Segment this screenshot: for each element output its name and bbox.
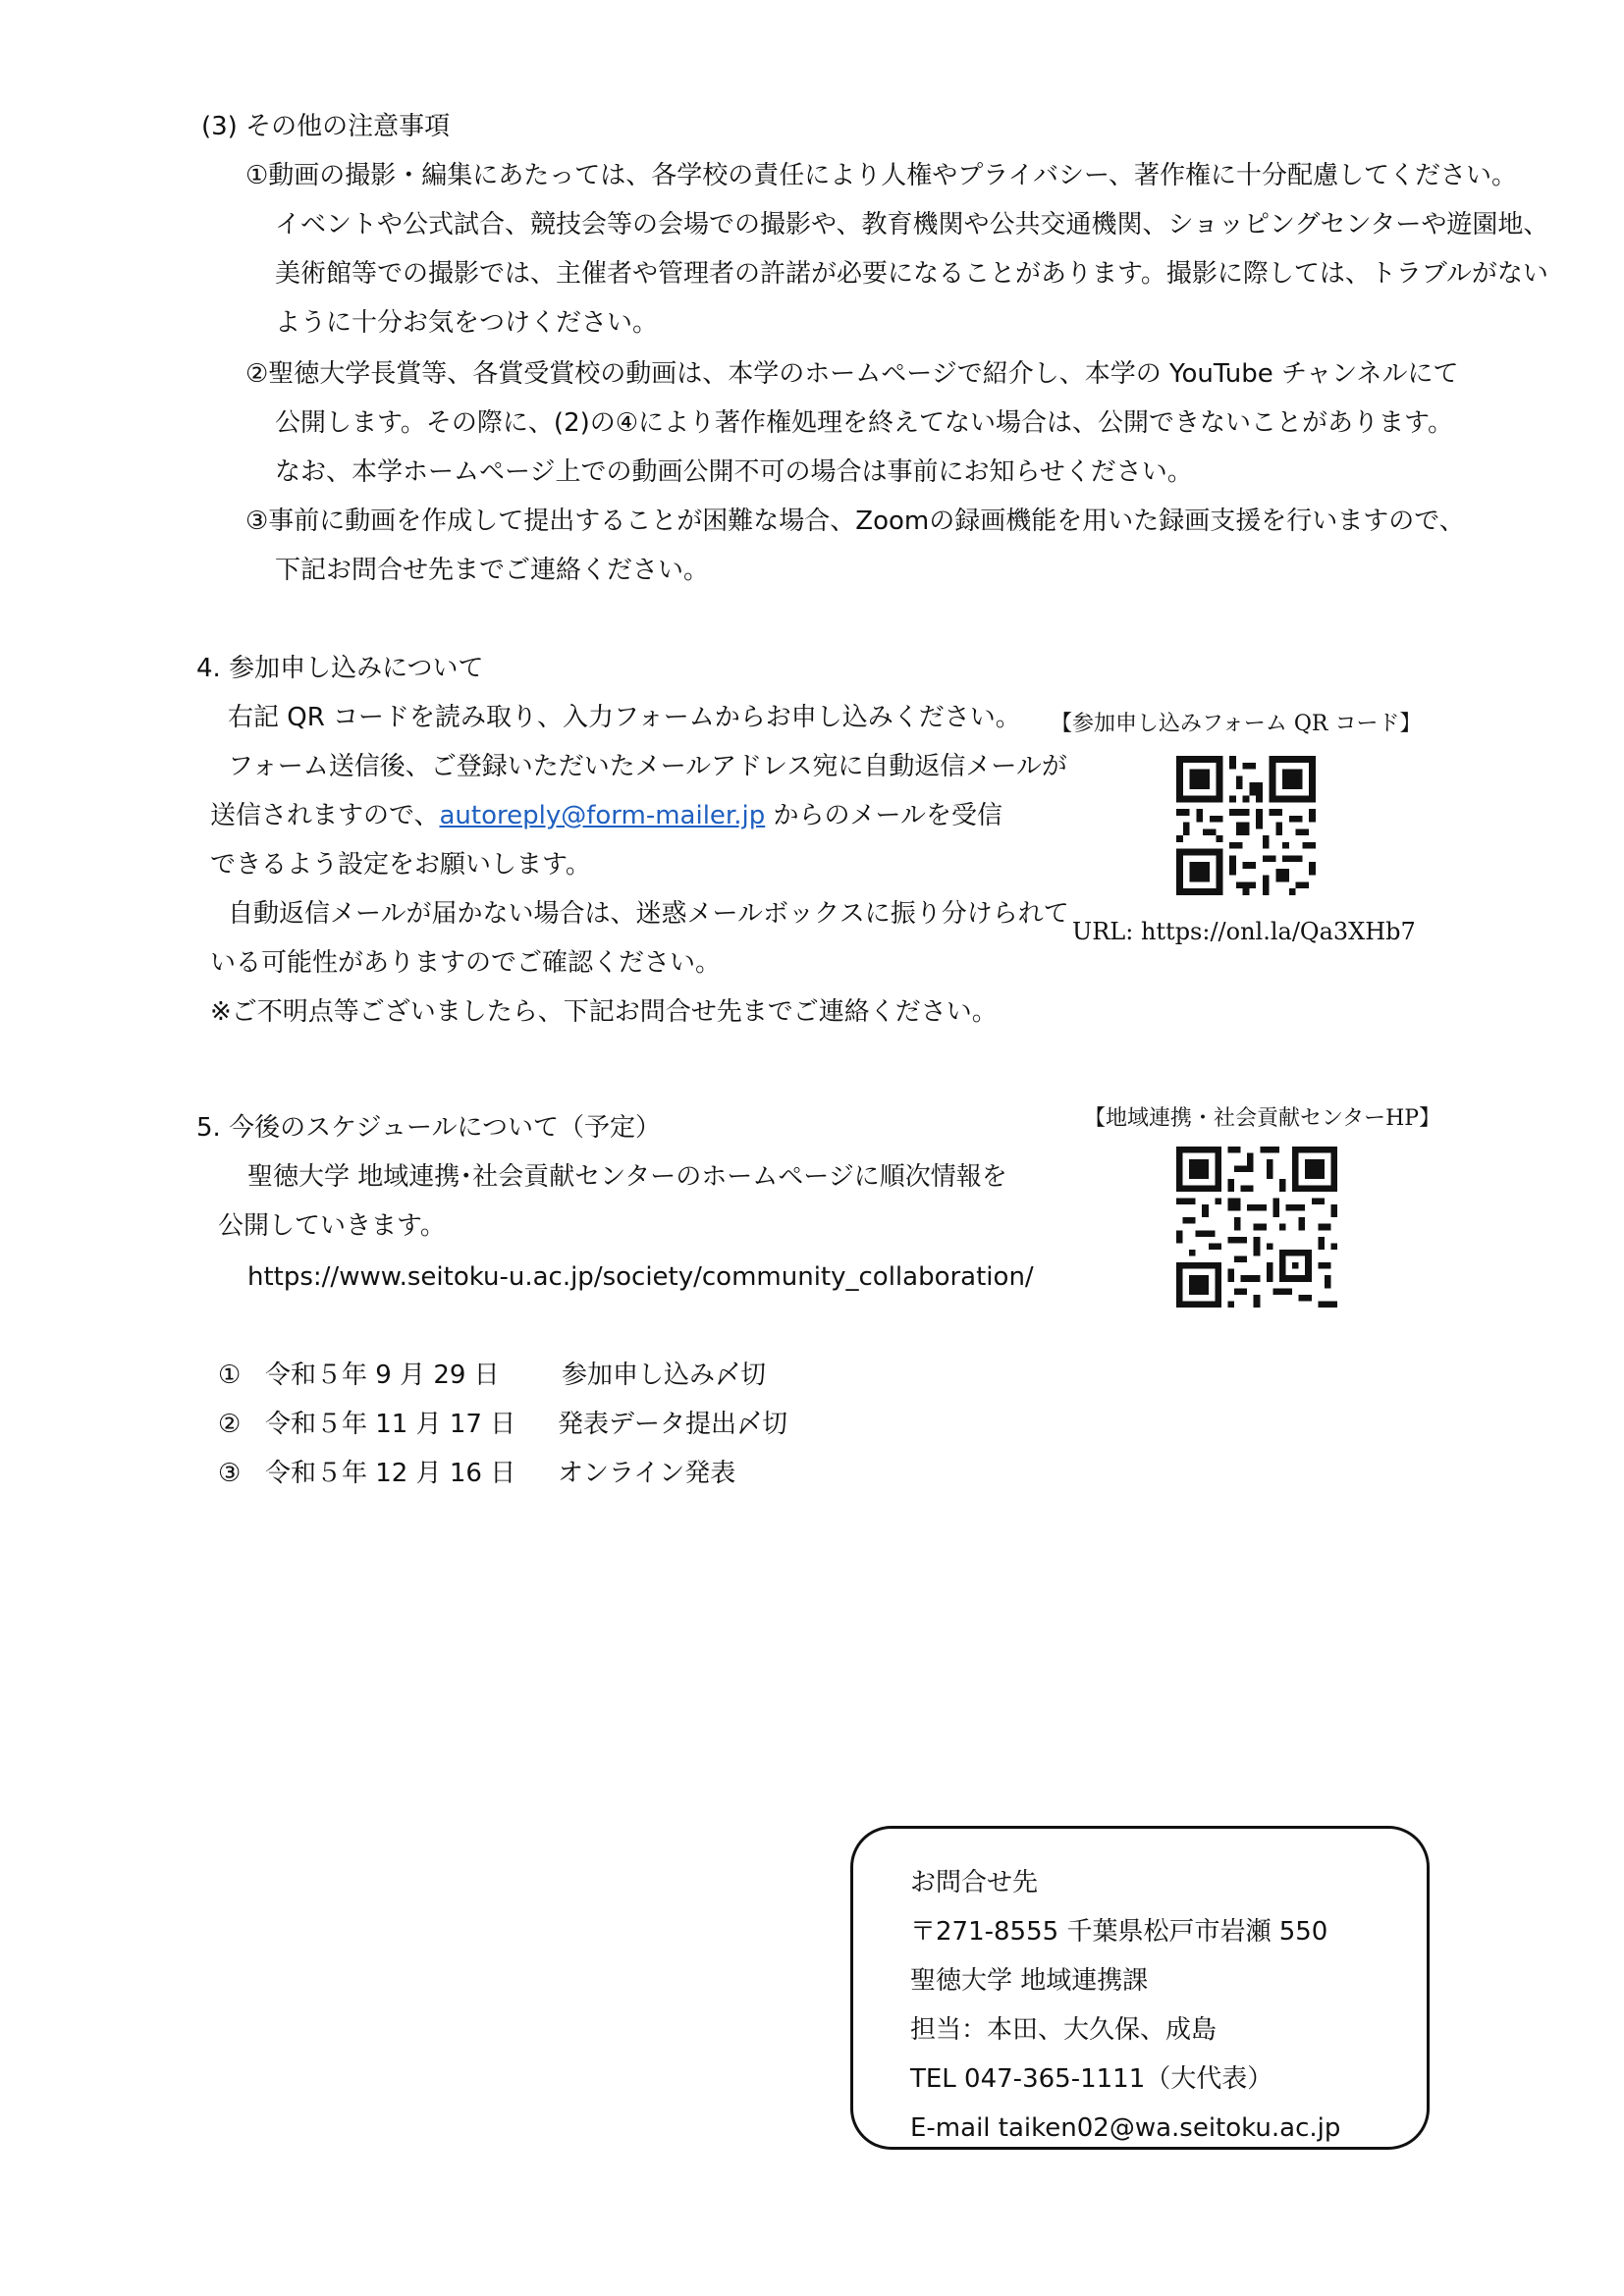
- form-qr-code-icon[interactable]: [1176, 756, 1316, 895]
- schedule-event: 参加申し込み〆切: [562, 1361, 767, 1390]
- schedule-event: オンライン発表: [558, 1459, 736, 1488]
- section5-line: 公開していきます。: [218, 1211, 446, 1241]
- contact-box: [850, 1826, 1430, 2150]
- schedule-date: 令和５年 11 月 17 日: [265, 1410, 516, 1439]
- section3-line: 下記お問合せ先までご連絡ください。: [275, 556, 710, 585]
- section4-line: 自動返信メールが届かない場合は、迷惑メールボックスに振り分けられて: [228, 899, 1069, 929]
- form-qr-url[interactable]: URL: https://onl.la/Qa3XHb7: [1072, 918, 1416, 945]
- schedule-date: 令和５年 12 月 16 日: [265, 1459, 516, 1488]
- schedule-event: 発表データ提出〆切: [558, 1410, 788, 1439]
- contact-postal: 〒271-8555 千葉県松戸市岩瀬 550: [910, 1917, 1328, 1947]
- section3-line: ③事前に動画を作成して提出することが困難な場合、Zoomの録画機能を用いた録画支援を行いますので、: [245, 507, 1465, 536]
- schedule-date: 令和５年 9 月 29 日: [265, 1361, 500, 1390]
- section4-heading: 4. 参加申し込みについて: [196, 654, 484, 683]
- section3-line: 美術館等での撮影では、主催者や管理者の許諾が必要になることがあります。撮影に際しては、トラブルがない: [275, 259, 1548, 289]
- autoreply-email-link[interactable]: autoreply@form-mailer.jp: [439, 801, 766, 830]
- section3-line: 公開します。その際に、(2)の④により著作権処理を終えてない場合は、公開できないことがあります。: [275, 408, 1453, 438]
- schedule-num: ②: [218, 1410, 242, 1439]
- section3-heading: (3) その他の注意事項: [201, 112, 451, 141]
- center-qr-code-icon[interactable]: [1176, 1147, 1337, 1308]
- section4-line: [210, 799, 1002, 832]
- section5-heading: 5. 今後のスケジュールについて（予定）: [196, 1113, 661, 1143]
- schedule-num: ①: [218, 1361, 242, 1390]
- section3-line: イベントや公式試合、競技会等の会場での撮影や、教育機関や公共交通機関、ショッピングセンターや遊園地、: [275, 210, 1549, 240]
- form-qr-caption: 【参加申し込みフォーム QR コード】: [1051, 712, 1422, 736]
- section4-line: いる可能性がありますのでご確認ください。: [210, 948, 722, 978]
- center-homepage-url[interactable]: https://www.seitoku-u.ac.jp/society/community_collaboration/: [247, 1262, 1034, 1292]
- section3-line: ように十分お気をつけください。: [275, 308, 659, 338]
- section4-line: できるよう設定をお願いします。: [210, 850, 591, 880]
- section3-line: ②聖徳大学長賞等、各賞受賞校の動画は、本学のホームページで紹介し、本学の YouTube チャンネルにて: [245, 359, 1459, 389]
- section4-line: 右記 QR コードを読み取り、入力フォームからお申し込みください。: [228, 703, 1021, 732]
- contact-title: お問合せ先: [910, 1868, 1039, 1897]
- section5-line: 聖徳大学 地域連携･社会貢献センターのホームページに順次情報を: [247, 1162, 1007, 1192]
- contact-tel: TEL 047-365-1111（大代表）: [910, 2064, 1273, 2094]
- section3-line: なお、本学ホームページ上での動画公開不可の場合は事前にお知らせください。: [275, 457, 1193, 487]
- section4-line: ※ご不明点等ございましたら、下記お問合せ先までご連絡ください。: [210, 997, 998, 1027]
- contact-email[interactable]: E-mail taiken02@wa.seitoku.ac.jp: [910, 2113, 1341, 2143]
- section4-text: からのメールを受信: [765, 801, 1002, 830]
- section3-line: ①動画の撮影・編集にあたっては、各学校の責任により人権やプライバシー、著作権に十分配慮してください。: [245, 161, 1517, 190]
- center-qr-caption: 【地域連携・社会貢献センターHP】: [1084, 1106, 1441, 1131]
- contact-dept: 聖徳大学 地域連携課: [910, 1966, 1149, 1996]
- section4-line: フォーム送信後、ご登録いただいたメールアドレス宛に自動返信メールが: [228, 752, 1067, 781]
- schedule-num: ③: [218, 1459, 242, 1488]
- section4-text: 送信されますので、: [210, 801, 440, 830]
- contact-staff: 担当：本田、大久保、成島: [910, 2015, 1218, 2045]
